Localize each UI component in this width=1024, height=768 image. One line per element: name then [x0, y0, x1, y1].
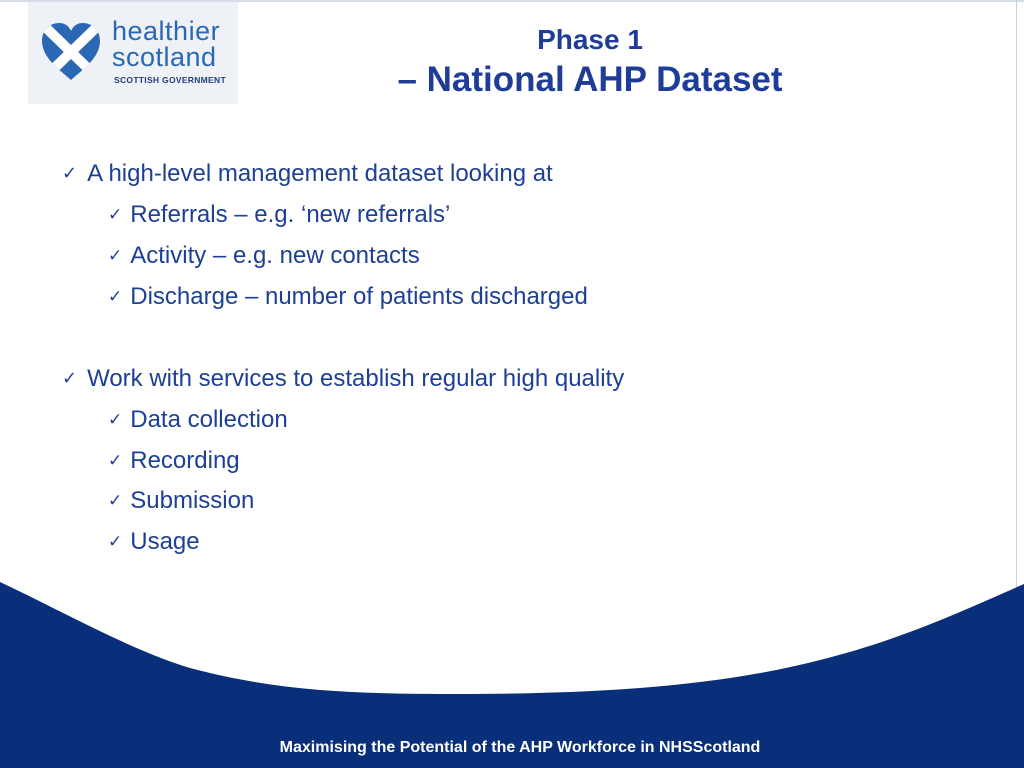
bullet-item [62, 364, 624, 394]
bullet-text: Data collection [130, 406, 288, 433]
sub-bullet-item [108, 486, 254, 516]
logo-word-scotland: scotland [112, 42, 217, 72]
logo-word-government: SCOTTISH GOVERNMENT [114, 75, 226, 85]
checkmark-icon: ✓ [62, 163, 78, 184]
logo-word-healthier: healthier [112, 16, 221, 46]
checkmark-icon: ✓ [108, 205, 123, 225]
title-line-1: Phase 1 [537, 24, 643, 55]
checkmark-icon: ✓ [108, 451, 123, 471]
checkmark-icon: ✓ [108, 532, 123, 552]
bullet-text: A high-level management dataset looking at [87, 160, 553, 187]
bullet-text: Work with services to establish regular high quality [87, 365, 625, 392]
bullet-text: Recording [130, 447, 240, 474]
bullet-text: Usage [130, 528, 200, 555]
bullet-text: Submission [130, 487, 255, 514]
checkmark-icon: ✓ [108, 246, 123, 266]
title-line-2: – National AHP Dataset [397, 60, 783, 99]
checkmark-icon: ✓ [62, 368, 78, 389]
checkmark-icon: ✓ [108, 410, 123, 430]
bullet-text: Activity – e.g. new contacts [130, 242, 420, 269]
checkmark-icon: ✓ [108, 287, 123, 307]
bullet-text: Discharge – number of patients discharged [130, 283, 588, 310]
sub-bullet-item [108, 241, 420, 271]
sub-bullet-item [108, 282, 588, 312]
sub-bullet-item [108, 200, 450, 230]
bullet-text: Referrals – e.g. ‘new referrals’ [130, 201, 451, 228]
sub-bullet-item [108, 446, 240, 476]
bullet-item [62, 159, 553, 189]
sub-bullet-item [108, 405, 288, 435]
footer-text: Maximising the Potential of the AHP Workforce in NHSScotland [279, 739, 761, 756]
sub-bullet-item [108, 527, 200, 557]
checkmark-icon: ✓ [108, 491, 123, 511]
